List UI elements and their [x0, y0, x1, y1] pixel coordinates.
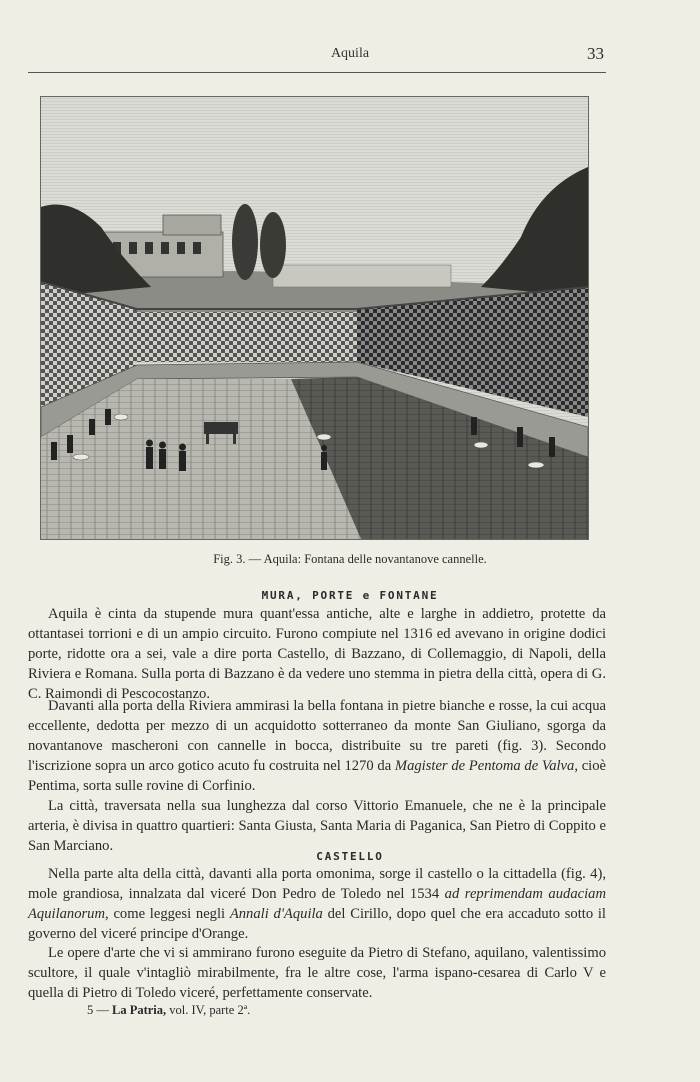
section-heading-castello: CASTELLO: [316, 850, 384, 863]
header-rule: [28, 72, 606, 73]
paragraph-fontana-italic: Magister de Pentoma de Valva: [394, 758, 575, 774]
paragraph-castello-text-3: del Cirillo, dopo quel che era accaduto sotto il governo del viceré principe d'Orange.: [28, 906, 606, 942]
paragraph-castello-text-1: Nella parte alta della città, davanti alla porta omonima, sorge il castello o la cittadella (fig. 4), mole grandiosa, innalzata dal viceré Don Pedro de Toledo nel 1534: [28, 866, 606, 902]
paragraph-fontana-text-1: Davanti alla porta della Riviera ammirasi la bella fontana in pietre bianche e rosse, la cui acqua eccellente, dedotta per mezzo di un acquidotto sotterraneo da monte San Giuliano, sgorga da novantanove mascheroni con cannelle in bocca, distribuite su tre pareti (fig. 3). Secondo l'iscrizione sopra un arco gotico acuto fu costruita nel 1270 da: [28, 698, 606, 774]
paragraph-castello: [28, 864, 606, 944]
footer-rest: vol. IV, parte 2ª.: [169, 1003, 251, 1017]
figure-caption: Fig. 3. — Aquila: Fontana delle novantanove cannelle.: [213, 552, 487, 566]
footer-title: La Patria,: [112, 1003, 167, 1017]
paragraph-castello-italic-2: Annali d'Aquila: [229, 906, 323, 922]
paragraph-quartieri: La città, traversata nella sua lunghezza dal corso Vittorio Emanuele, che ne è la principale arteria, è divisa in quattro quartieri: Santa Giusta, Santa Maria di Paganica, San Pietro di Coppito e San Marciano.: [28, 798, 606, 854]
page-number: 33: [587, 44, 604, 63]
footer-number: 5 —: [87, 1003, 109, 1017]
paragraph-fontana-text-2: , cioè Pentima, sorta sulle rovine di Corfinio.: [28, 758, 606, 794]
footer-signature: [87, 1003, 250, 1018]
paragraph-fontana: [28, 696, 606, 796]
fountain-engraving: [40, 96, 589, 540]
running-title: Aquila: [330, 46, 370, 61]
paragraph-castello-text-2: , come leggesi negli: [105, 906, 230, 922]
paragraph-mura: Aquila è cinta da stupende mura quant'essa antiche, alte e larghe in addietro, protette da ottantasei torrioni e di un ampio circuito. Furono compiute nel 1316 ed avevano in origine dodici porte, ridotte ora a sei, vale a dire porta Castello, di Bazzano, di Collemaggio, di Napoli, della Riviera e Romana. Sulla porta di Bazzano è da vedere uno stemma in pietra della città, opera di G. C. Raimondi di Pescocostanzo.: [28, 606, 606, 702]
paragraph-opere: Le opere d'arte che vi si ammirano furono eseguite da Pietro di Stefano, aquilano, valentissimo scultore, il quale v'intagliò mirabilmente, fra le altre cose, l'arma ispano-cesarea di Carlo V e quella di Pietro di Toledo viceré, perfettamente conservate.: [28, 945, 606, 1001]
section-heading-mura: MURA, PORTE e FONTANE: [261, 589, 439, 602]
paragraph-castello-italic-1: ad reprimendam audaciam Aquilanorum: [28, 886, 606, 922]
